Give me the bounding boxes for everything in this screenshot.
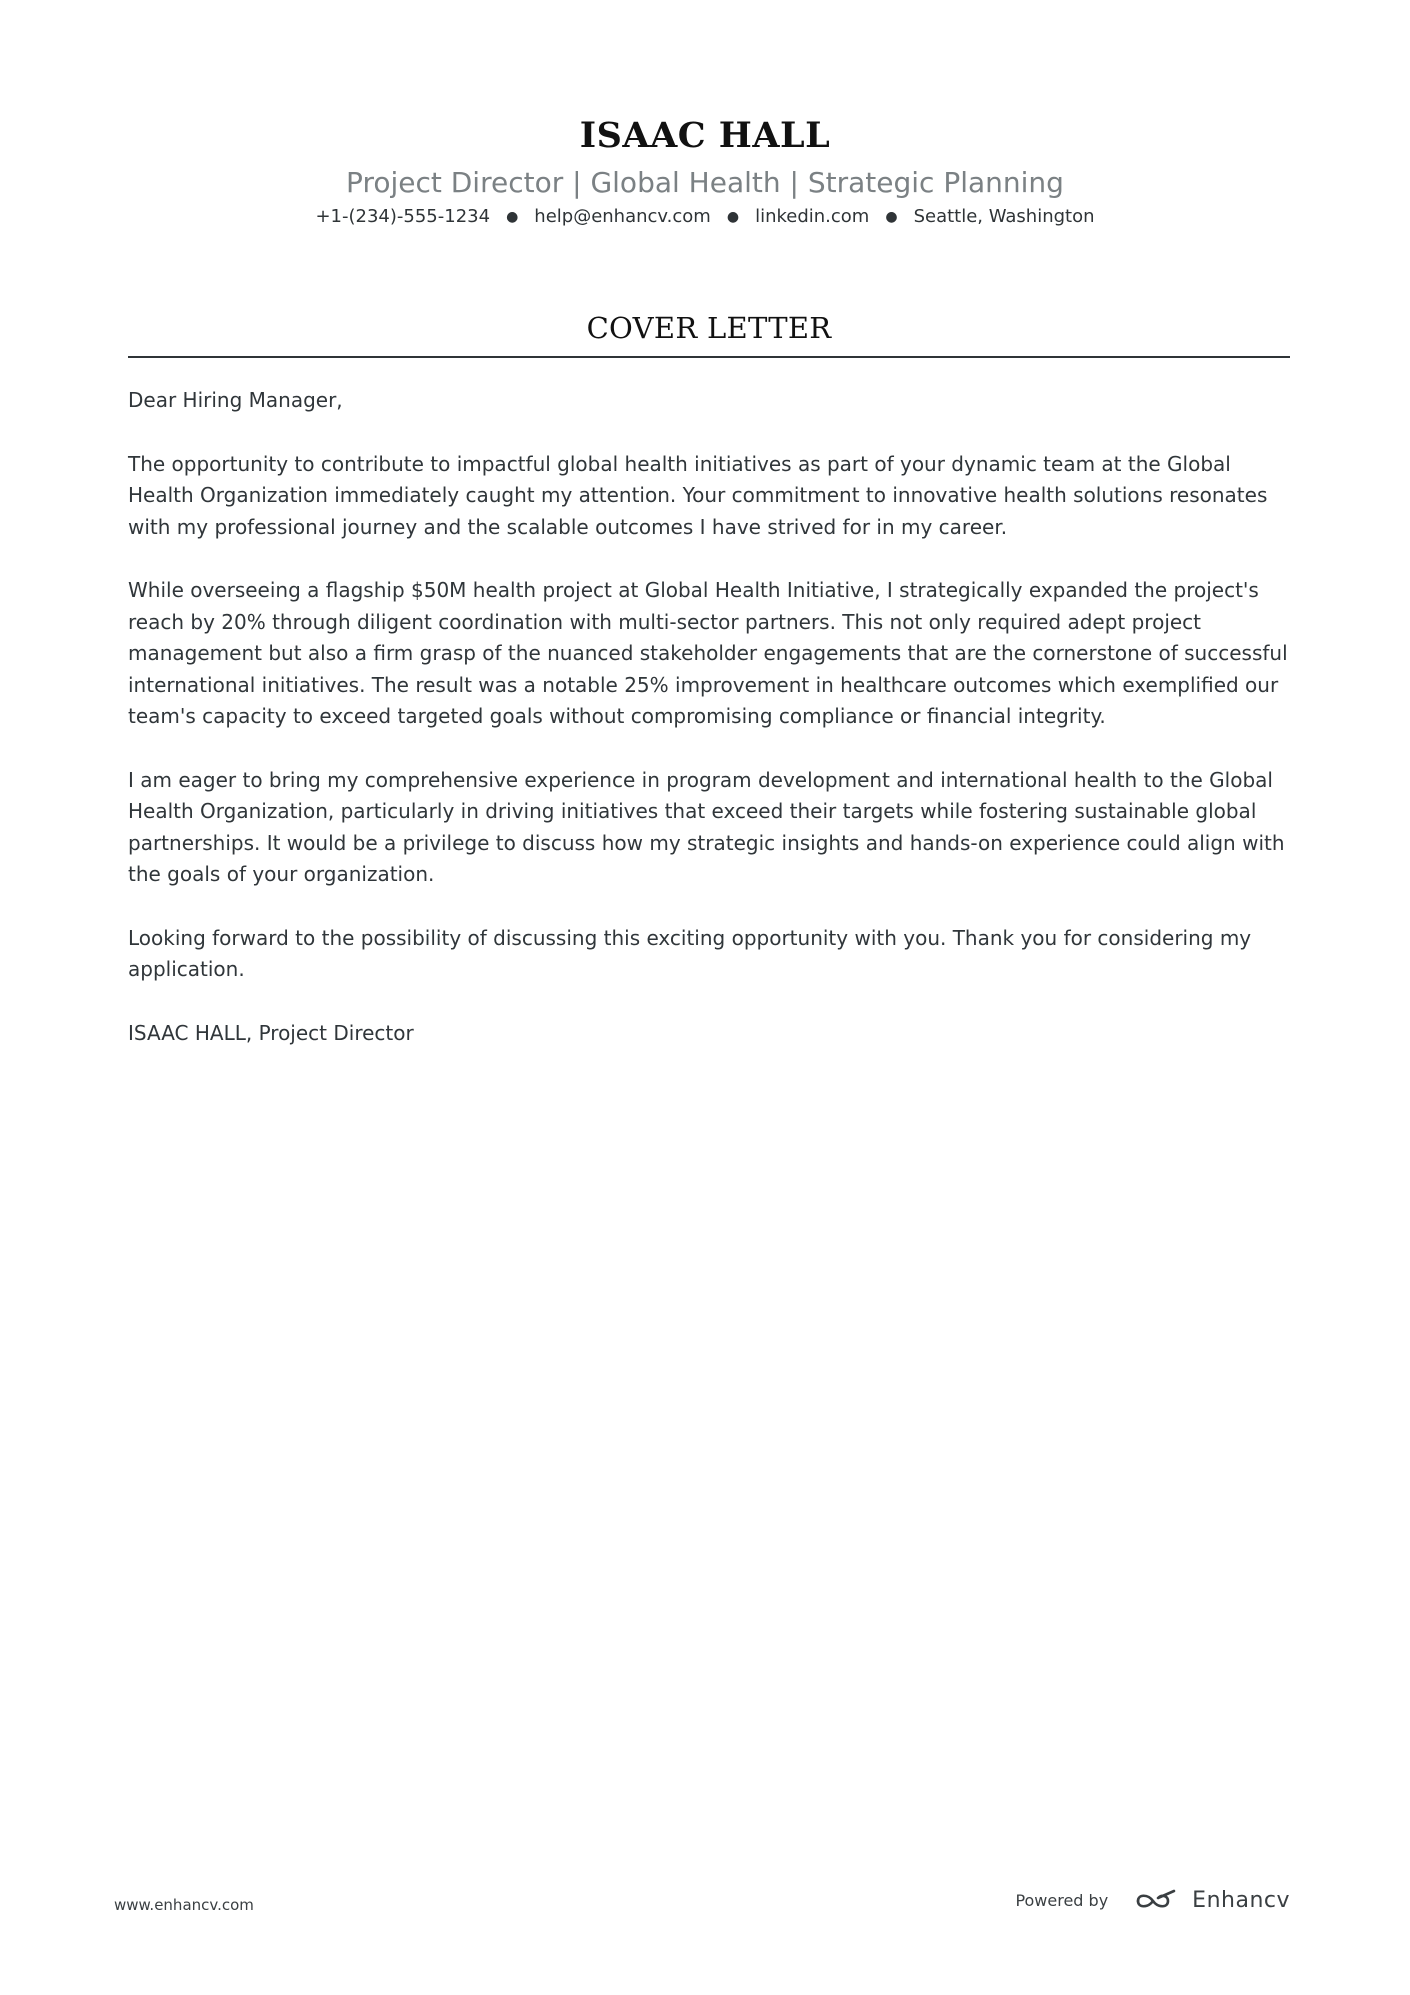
footer-branding [1015,1888,1290,1913]
letter-body [128,385,1290,1081]
contact-line [0,204,1410,230]
letter-paragraph: I am eager to bring my comprehensive experience in program development and international health to the Global Health Organization, particularly in driving initiatives that exceed their targets while fostering sustainable global partnerships. It would be a privilege to discuss how my strategic insights and hands-on experience could align with the goals of your organization. [128,767,1285,886]
bullet-separator-icon: ● [506,209,519,225]
section-title: COVER LETTER [586,311,832,345]
brand-name: Enhancv [1192,1888,1290,1913]
contact-email[interactable]: help@enhancv.com [534,206,711,227]
header [0,112,1410,230]
letter-signature: ISAAC HALL, Project Director [128,1020,414,1045]
candidate-name: ISAAC HALL [579,115,831,156]
bullet-separator-icon: ● [726,209,740,225]
footer-website[interactable]: www.enhancv.com [114,1896,254,1914]
candidate-subtitle: Project Director | Global Health | Strategic Planning [346,166,1064,199]
enhancv-logo-icon [1134,1889,1178,1913]
contact-location: Seattle, Washington [913,206,1095,227]
brand-logo[interactable] [1134,1888,1290,1913]
letter-paragraph: Looking forward to the possibility of discussing this exciting opportunity with you. Thank you for considering my application. [128,925,1252,981]
contact-linkedin[interactable]: linkedin.com [755,206,870,227]
contact-phone: +1-(234)-555-1234 [315,206,491,227]
section-divider [128,356,1290,358]
letter-greeting: Dear Hiring Manager, [128,388,343,412]
letter-paragraph: While overseeing a flagship $50M health project at Global Health Initiative, I strategically expanded the project's reach by 20% through diligent coordination with multi-sector partners. This not only required adept project management but also a firm grasp of the nuanced stakeholder engagements that are the cornerstone of successful international initiatives. The result was a notable 25% improvement in healthcare outcomes which exemplified our team's capacity to exceed targeted goals without compromising compliance or financial integrity. [128,578,1288,728]
letter-paragraph: The opportunity to contribute to impactful global health initiatives as part of your dynamic team at the Global Health Organization immediately caught my attention. Your commitment to innovative health solutions resonates with my professional journey and the scalable outcomes I have strived for in my career. [128,451,1268,539]
powered-by-label: Powered by [1015,1891,1109,1910]
bullet-separator-icon: ● [885,209,898,225]
